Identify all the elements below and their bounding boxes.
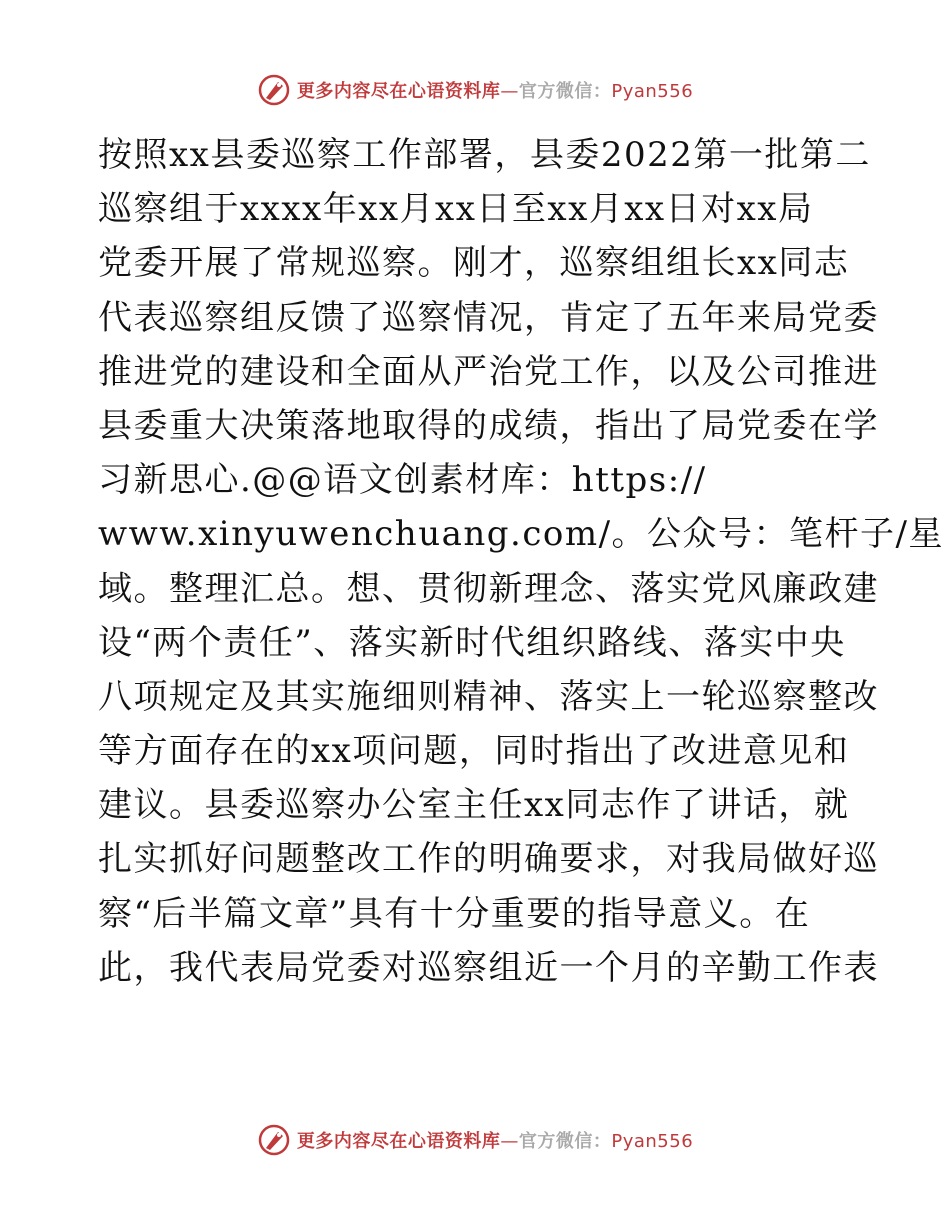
footer-banner-official: 官方微信： [518,1131,612,1152]
body-line: 扎实抓好问题整改工作的明确要求，对我局做好巡 [98,839,879,880]
body-line: 习新思心.@@语文创素材库：https:// [98,460,707,501]
body-line: 域。整理汇总。想、贯彻新理念、落实党风廉政建 [98,568,879,609]
body-line: 八项规定及其实施细则精神、落实上一轮巡察整改 [98,676,879,717]
header-banner-content [257,73,693,107]
footer-banner-text [297,1127,693,1153]
body-line: 此，我代表局党委对巡察组近一个月的辛勤工作表 [98,947,879,988]
body-line: 建议。县委巡察办公室主任xx同志作了讲话，就 [98,785,850,826]
header-banner-official: 官方微信： [518,81,612,102]
header-banner-handle: Pyan556 [611,81,694,102]
header-banner [0,70,950,110]
footer-banner-handle: Pyan556 [611,1131,694,1152]
document-body [98,128,944,995]
footer-banner-dash: — [500,1131,519,1152]
body-line: 推进党的建设和全面从严治党工作，以及公司推进 [98,351,879,392]
body-line: 巡察组于xxxx年xx月xx日至xx月xx日对xx局 [98,189,814,230]
body-line: 设“两个责任”、落实新时代组织路线、落实中央 [98,622,846,663]
footer-banner-content [257,1123,693,1157]
body-line: 县委重大决策落地取得的成绩，指出了局党委在学 [98,405,879,446]
footer-banner-main: 更多内容尽在心语资料库 [296,1131,501,1152]
body-line: www.xinyuwenchuang.com/。公众号：笔杆子/星 [98,514,944,555]
footer-banner [0,1120,950,1160]
body-line: 按照xx县委巡察工作部署，县委2022第一批第二 [98,135,871,175]
pen-nib-logo-icon [257,73,291,107]
header-banner-text [297,77,693,103]
pen-nib-logo-icon [257,1123,291,1157]
body-line: 察“后半篇文章”具有十分重要的指导意义。在 [98,893,811,934]
body-line: 党委开展了常规巡察。刚才，巡察组组长xx同志 [98,243,850,284]
header-banner-main: 更多内容尽在心语资料库 [296,81,501,102]
body-line: 等方面存在的xx项问题，同时指出了改进意见和 [98,731,850,772]
body-line: 代表巡察组反馈了巡察情况，肯定了五年来局党委 [98,297,879,338]
header-banner-dash: — [500,81,519,102]
